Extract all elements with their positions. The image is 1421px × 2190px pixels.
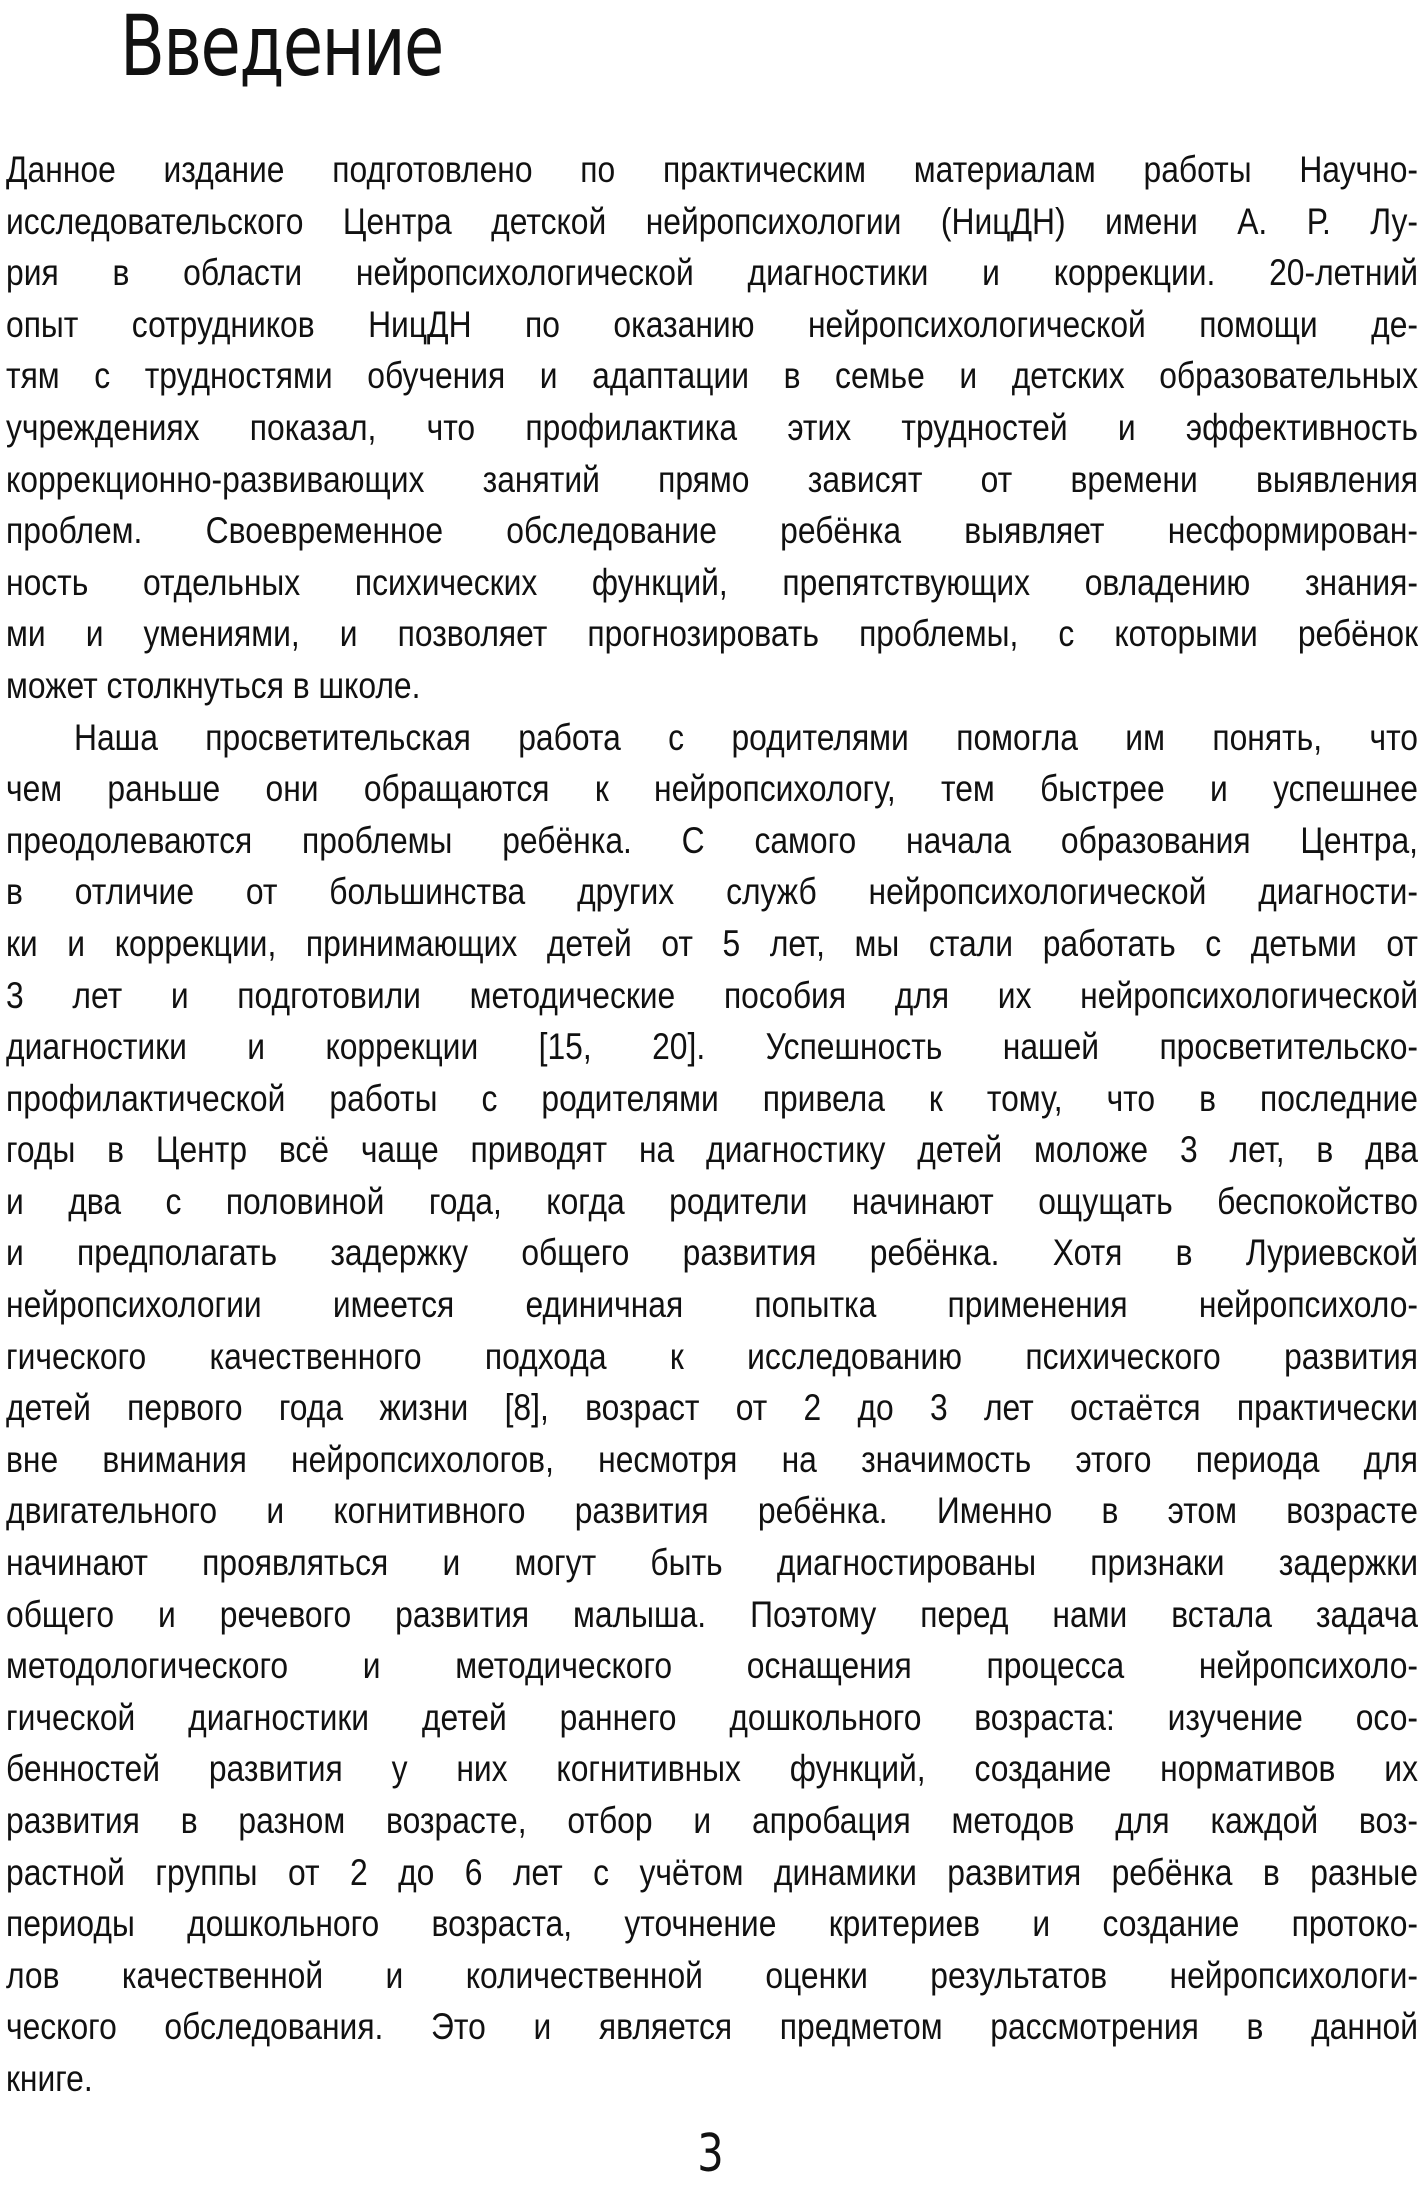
text-line: Данное издание подготовлено по практическим материалам работы Научно-	[6, 149, 1418, 190]
text-line: проблем. Своевременное обследование ребёнка выявляет несформирован-	[6, 510, 1418, 552]
paragraph-1	[6, 144, 1418, 712]
text-line: лов качественной и количественной оценки результатов нейропсихологи-	[6, 1954, 1418, 1996]
text-line: детей первого года жизни [8], возраст от 2 до 3 лет остаётся практически	[6, 1387, 1418, 1429]
text-line: опыт сотрудников НицДН по оказанию нейропсихологической помощи де-	[6, 303, 1418, 345]
text-line: периоды дошкольного возраста, уточнение критериев и создание протоко-	[6, 1903, 1418, 1945]
text-line: ки и коррекции, принимающих детей от 5 лет, мы стали работать с детьми от	[6, 922, 1418, 964]
text-line: профилактической работы с родителями привела к тому, что в последние	[6, 1077, 1418, 1119]
page-title: Введение	[120, 0, 443, 95]
text-line: ми и умениями, и позволяет прогнозировать проблемы, с которыми ребёнок	[6, 613, 1418, 655]
text-line: исследовательского Центра детской нейропсихологии (НицДН) имени А. Р. Лу-	[6, 200, 1418, 242]
text-line: гического качественного подхода к исследованию психического развития	[6, 1335, 1418, 1377]
text-line: коррекционно-развивающих занятий прямо зависят от времени выявления	[6, 458, 1418, 500]
text-line: в отличие от большинства других служб нейропсихологической диагности-	[6, 871, 1418, 913]
page-number: 3	[697, 2124, 724, 2184]
text-line: книге.	[6, 2057, 93, 2099]
text-line: гической диагностики детей раннего дошкольного возраста: изучение осо-	[6, 1696, 1418, 1738]
text-line: годы в Центр всё чаще приводят на диагностику детей моложе 3 лет, в два	[6, 1129, 1418, 1171]
paragraph-2	[6, 712, 1418, 2105]
text-line: диагностики и коррекции [15, 20]. Успешность нашей просветительско-	[6, 1026, 1418, 1068]
text-line: общего и речевого развития малыша. Поэтому перед нами встала задача	[6, 1593, 1418, 1635]
text-line: 3 лет и подготовили методические пособия для их нейропсихологической	[6, 974, 1418, 1016]
body-text	[6, 144, 1418, 2105]
text-line: чем раньше они обращаются к нейропсихологу, тем быстрее и успешнее	[6, 768, 1418, 810]
text-line: растной группы от 2 до 6 лет с учётом динамики развития ребёнка в разные	[6, 1851, 1418, 1893]
text-line: начинают проявляться и могут быть диагностированы признаки задержки	[6, 1542, 1418, 1584]
text-line: может столкнуться в школе.	[6, 664, 421, 706]
text-line: ность отдельных психических функций, препятствующих овладению знания-	[6, 561, 1418, 603]
text-line: и предполагать задержку общего развития ребёнка. Хотя в Луриевской	[6, 1232, 1418, 1274]
text-line: рия в области нейропсихологической диагностики и коррекции. 20-летний	[6, 252, 1418, 294]
text-line: методологического и методического оснащения процесса нейропсихоло-	[6, 1645, 1418, 1687]
text-line: развития в разном возрасте, отбор и апробация методов для каждой воз-	[6, 1800, 1418, 1841]
text-line: преодолеваются проблемы ребёнка. С самого начала образования Центра,	[6, 819, 1418, 861]
text-line: вне внимания нейропсихологов, несмотря на значимость этого периода для	[6, 1438, 1418, 1480]
text-line: бенностей развития у них когнитивных функций, создание нормативов их	[6, 1748, 1418, 1790]
text-line: тям с трудностями обучения и адаптации в семье и детских образовательных	[6, 355, 1418, 397]
text-line: Наша просветительская работа с родителями помогла им понять, что	[74, 716, 1418, 758]
text-line: учреждениях показал, что профилактика этих трудностей и эффективность	[6, 406, 1418, 448]
text-line: нейропсихологии имеется единичная попытка применения нейропсихоло-	[6, 1284, 1418, 1326]
text-line: двигательного и когнитивного развития ребёнка. Именно в этом возрасте	[6, 1490, 1418, 1532]
text-line: ческого обследования. Это и является предметом рассмотрения в данной	[6, 2006, 1418, 2048]
text-line: и два с половиной года, когда родители начинают ощущать беспокойство	[6, 1180, 1418, 1222]
